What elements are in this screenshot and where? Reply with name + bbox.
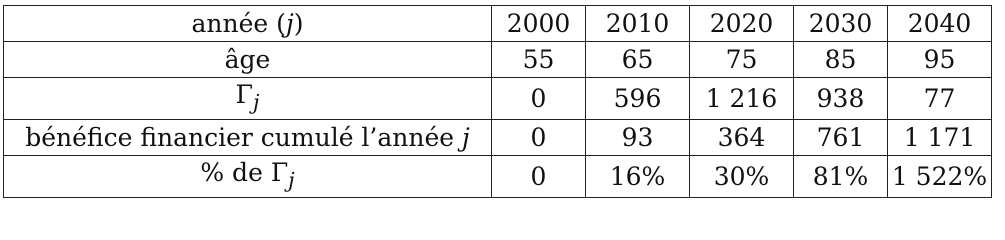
- header-year-cell: 2010: [586, 6, 690, 42]
- table-cell: 93: [586, 120, 690, 156]
- benefit-label-variable: j: [462, 122, 470, 152]
- table-header-row: [4, 6, 992, 42]
- table-cell: 0: [492, 78, 586, 120]
- table-cell: 75: [690, 42, 794, 78]
- table-cell: 1 171: [888, 120, 992, 156]
- table-row-gamma: [4, 78, 992, 120]
- data-table: [3, 5, 992, 198]
- table-cell: 596: [586, 78, 690, 120]
- gamma-subscript: j: [252, 90, 260, 114]
- table-cell: 65: [586, 42, 690, 78]
- table-row-percent: [4, 156, 992, 198]
- percent-gamma-subscript: j: [288, 168, 295, 192]
- table-cell: 0: [492, 156, 586, 198]
- header-year-cell: 2000: [492, 6, 586, 42]
- header-year-cell: 2040: [888, 6, 992, 42]
- table-cell: 77: [888, 78, 992, 120]
- header-label-text: année (: [191, 8, 286, 38]
- header-label-close: ): [293, 8, 304, 38]
- header-label-cell: [4, 6, 492, 42]
- table-row-age: [4, 42, 992, 78]
- percent-label-text: % de: [200, 158, 271, 187]
- data-table-container: [3, 5, 992, 198]
- table-cell: 95: [888, 42, 992, 78]
- table-cell: 81%: [794, 156, 888, 198]
- row-label-age: âge: [4, 42, 492, 78]
- table-cell: 364: [690, 120, 794, 156]
- header-year-cell: 2020: [690, 6, 794, 42]
- row-label-percent: [4, 156, 492, 198]
- gamma-symbol: Γ: [235, 80, 253, 109]
- table-cell: 55: [492, 42, 586, 78]
- percent-gamma-symbol: Γ: [270, 158, 289, 187]
- table-cell: 1 522%: [888, 156, 992, 198]
- table-cell: 30%: [690, 156, 794, 198]
- table-row-benefit: [4, 120, 992, 156]
- header-label-variable: j: [285, 8, 294, 38]
- table-cell: 0: [492, 120, 586, 156]
- row-label-gamma: [4, 78, 492, 120]
- table-cell: 1 216: [690, 78, 794, 120]
- table-cell: 938: [794, 78, 888, 120]
- table-cell: 761: [794, 120, 888, 156]
- table-cell: 85: [794, 42, 888, 78]
- benefit-label-text: bénéfice financier cumulé l’année: [25, 122, 463, 152]
- row-label-benefit: [4, 120, 492, 156]
- table-cell: 16%: [586, 156, 690, 198]
- header-year-cell: 2030: [794, 6, 888, 42]
